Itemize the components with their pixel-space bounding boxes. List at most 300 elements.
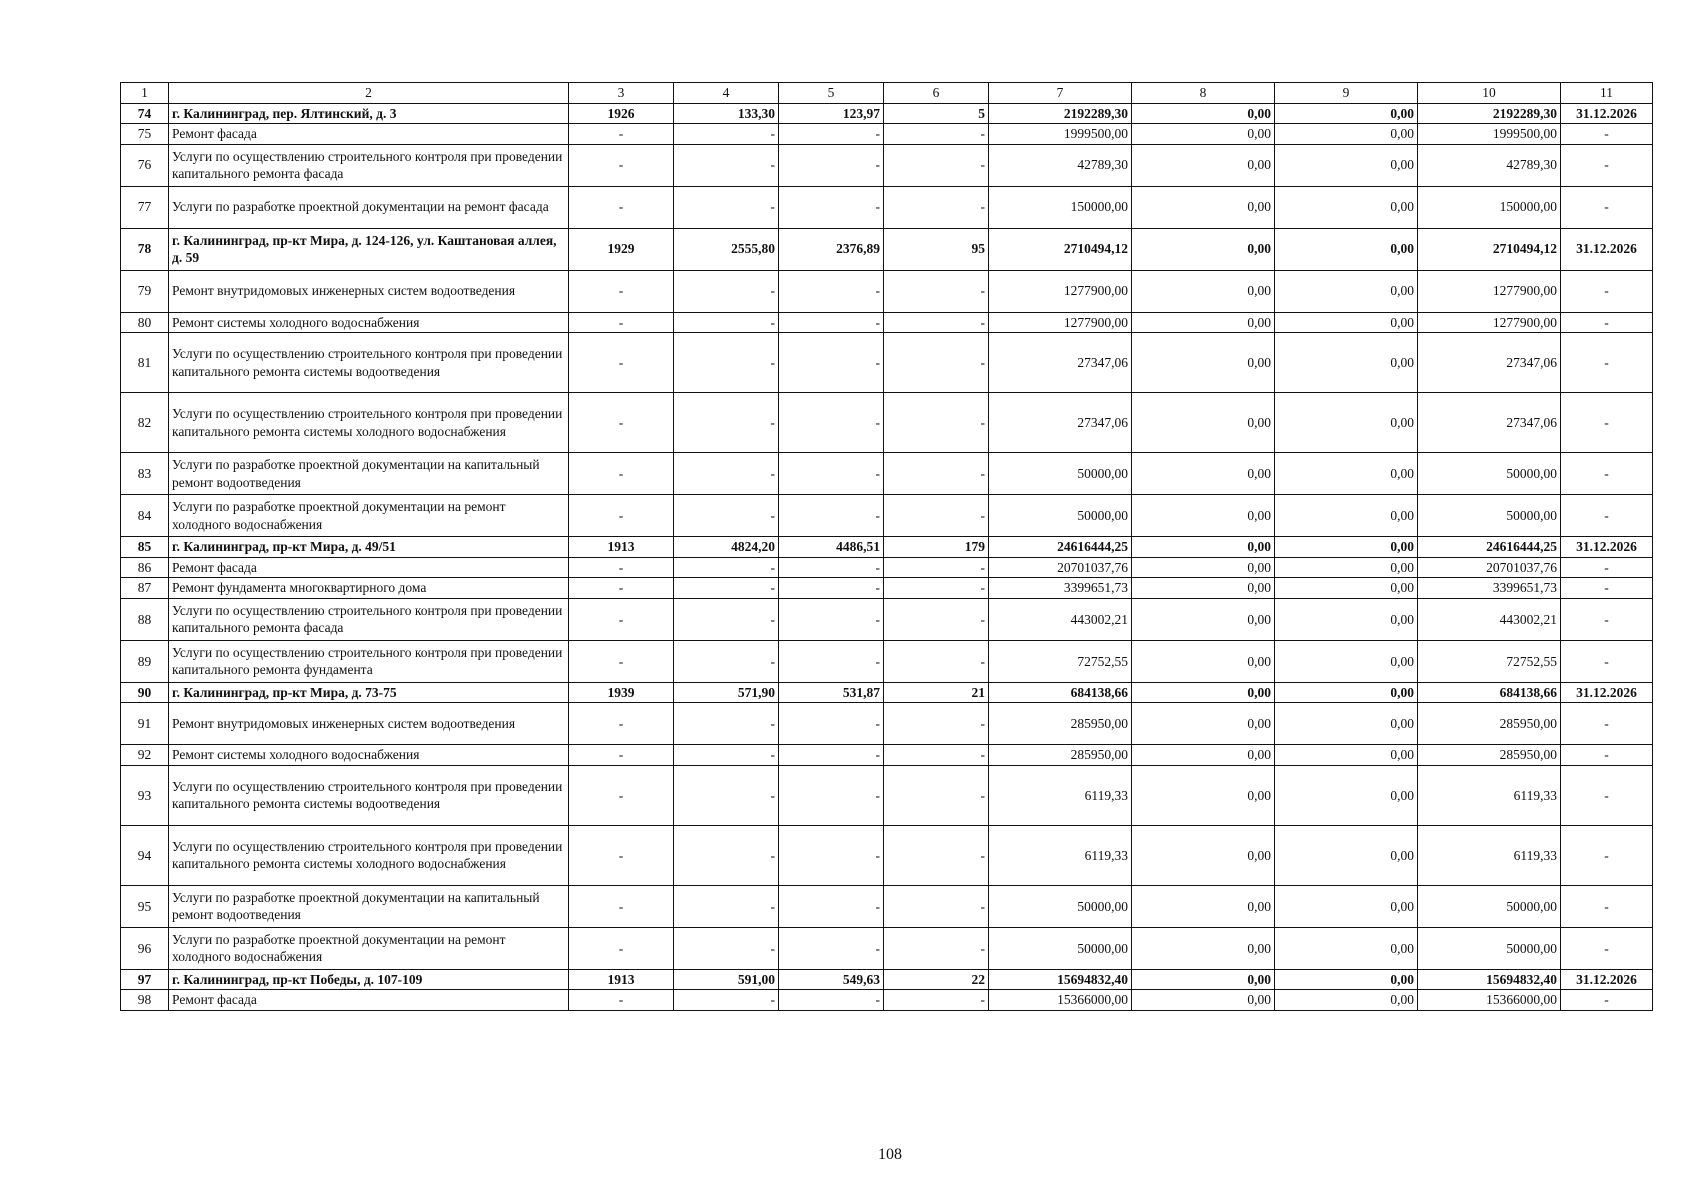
cost-col10-cell: 2192289,30: [1418, 103, 1561, 124]
residents-count-cell: -: [884, 270, 989, 312]
table-row: [121, 144, 1653, 186]
total-cost-cell: 15694832,40: [989, 969, 1132, 990]
year-built-cell: -: [569, 124, 674, 145]
year-built-cell: -: [569, 598, 674, 640]
row-number-cell: 97: [121, 969, 169, 990]
total-cost-cell: 27347,06: [989, 333, 1132, 393]
row-number-cell: 94: [121, 825, 169, 885]
row-number-cell: 84: [121, 495, 169, 537]
residents-count-cell: -: [884, 640, 989, 682]
cost-col8-cell: 0,00: [1132, 186, 1275, 228]
cost-col10-cell: 443002,21: [1418, 598, 1561, 640]
year-built-cell: -: [569, 825, 674, 885]
total-cost-cell: 42789,30: [989, 144, 1132, 186]
cost-col10-cell: 24616444,25: [1418, 537, 1561, 558]
table-row: [121, 927, 1653, 969]
row-number-cell: 93: [121, 765, 169, 825]
cost-col10-cell: 50000,00: [1418, 885, 1561, 927]
year-built-cell: -: [569, 765, 674, 825]
total-area-cell: 571,90: [674, 682, 779, 703]
completion-date-cell: -: [1561, 393, 1653, 453]
description-cell: Ремонт системы холодного водоснабжения: [169, 745, 569, 766]
total-cost-cell: 24616444,25: [989, 537, 1132, 558]
completion-date-cell: -: [1561, 885, 1653, 927]
total-area-cell: -: [674, 270, 779, 312]
row-number-cell: 81: [121, 333, 169, 393]
table-row: [121, 270, 1653, 312]
year-built-cell: 1939: [569, 682, 674, 703]
total-area-cell: -: [674, 453, 779, 495]
row-number-cell: 75: [121, 124, 169, 145]
column-header: 10: [1418, 83, 1561, 104]
total-area-cell: -: [674, 598, 779, 640]
year-built-cell: -: [569, 990, 674, 1011]
cost-col8-cell: 0,00: [1132, 927, 1275, 969]
cost-col9-cell: 0,00: [1275, 144, 1418, 186]
total-cost-cell: 50000,00: [989, 885, 1132, 927]
cost-col9-cell: 0,00: [1275, 124, 1418, 145]
column-header: 8: [1132, 83, 1275, 104]
total-area-cell: -: [674, 144, 779, 186]
column-number-row: [121, 83, 1653, 104]
table-row: [121, 990, 1653, 1011]
cost-col9-cell: 0,00: [1275, 312, 1418, 333]
description-cell: Ремонт фасада: [169, 990, 569, 1011]
year-built-cell: -: [569, 312, 674, 333]
cost-col10-cell: 42789,30: [1418, 144, 1561, 186]
cost-col8-cell: 0,00: [1132, 825, 1275, 885]
total-cost-cell: 27347,06: [989, 393, 1132, 453]
year-built-cell: -: [569, 927, 674, 969]
cost-col10-cell: 2710494,12: [1418, 228, 1561, 270]
total-area-cell: -: [674, 312, 779, 333]
column-header: 1: [121, 83, 169, 104]
year-built-cell: -: [569, 557, 674, 578]
total-cost-cell: 443002,21: [989, 598, 1132, 640]
total-cost-cell: 1277900,00: [989, 312, 1132, 333]
residents-count-cell: -: [884, 144, 989, 186]
living-area-cell: -: [779, 745, 884, 766]
residents-count-cell: -: [884, 495, 989, 537]
year-built-cell: -: [569, 640, 674, 682]
table-row: [121, 745, 1653, 766]
table-row: [121, 598, 1653, 640]
total-area-cell: 4824,20: [674, 537, 779, 558]
residents-count-cell: -: [884, 765, 989, 825]
completion-date-cell: 31.12.2026: [1561, 969, 1653, 990]
completion-date-cell: -: [1561, 144, 1653, 186]
cost-col9-cell: 0,00: [1275, 333, 1418, 393]
description-cell: Услуги по осуществлению строительного контроля при проведении капитального ремонта системы водоотведения: [169, 765, 569, 825]
cost-col9-cell: 0,00: [1275, 927, 1418, 969]
cost-col9-cell: 0,00: [1275, 885, 1418, 927]
completion-date-cell: -: [1561, 598, 1653, 640]
cost-col10-cell: 285950,00: [1418, 745, 1561, 766]
residents-count-cell: -: [884, 703, 989, 745]
living-area-cell: -: [779, 333, 884, 393]
residents-count-cell: -: [884, 393, 989, 453]
total-cost-cell: 285950,00: [989, 703, 1132, 745]
completion-date-cell: -: [1561, 745, 1653, 766]
year-built-cell: -: [569, 885, 674, 927]
residents-count-cell: -: [884, 990, 989, 1011]
completion-date-cell: -: [1561, 765, 1653, 825]
address-row: [121, 537, 1653, 558]
living-area-cell: -: [779, 885, 884, 927]
cost-col8-cell: 0,00: [1132, 333, 1275, 393]
cost-col10-cell: 6119,33: [1418, 765, 1561, 825]
row-number-cell: 90: [121, 682, 169, 703]
total-area-cell: -: [674, 578, 779, 599]
completion-date-cell: 31.12.2026: [1561, 682, 1653, 703]
year-built-cell: -: [569, 453, 674, 495]
row-number-cell: 82: [121, 393, 169, 453]
description-cell: Услуги по разработке проектной документации на капитальный ремонт водоотведения: [169, 453, 569, 495]
cost-col10-cell: 27347,06: [1418, 333, 1561, 393]
total-area-cell: -: [674, 495, 779, 537]
cost-col10-cell: 20701037,76: [1418, 557, 1561, 578]
cost-col9-cell: 0,00: [1275, 393, 1418, 453]
cost-col8-cell: 0,00: [1132, 453, 1275, 495]
completion-date-cell: -: [1561, 557, 1653, 578]
cost-col10-cell: 50000,00: [1418, 495, 1561, 537]
year-built-cell: -: [569, 186, 674, 228]
total-area-cell: 133,30: [674, 103, 779, 124]
living-area-cell: -: [779, 270, 884, 312]
residents-count-cell: -: [884, 745, 989, 766]
living-area-cell: -: [779, 144, 884, 186]
description-cell: Услуги по осуществлению строительного контроля при проведении капитального ремонта системы холодного водоснабжения: [169, 825, 569, 885]
row-number-cell: 80: [121, 312, 169, 333]
cost-col10-cell: 684138,66: [1418, 682, 1561, 703]
completion-date-cell: 31.12.2026: [1561, 228, 1653, 270]
completion-date-cell: -: [1561, 186, 1653, 228]
address-row: [121, 682, 1653, 703]
cost-col9-cell: 0,00: [1275, 557, 1418, 578]
living-area-cell: -: [779, 703, 884, 745]
cost-col9-cell: 0,00: [1275, 186, 1418, 228]
cost-col10-cell: 72752,55: [1418, 640, 1561, 682]
total-area-cell: 591,00: [674, 969, 779, 990]
cost-col9-cell: 0,00: [1275, 745, 1418, 766]
living-area-cell: 2376,89: [779, 228, 884, 270]
description-cell: Услуги по разработке проектной документации на ремонт холодного водоснабжения: [169, 495, 569, 537]
cost-col10-cell: 50000,00: [1418, 927, 1561, 969]
row-number-cell: 89: [121, 640, 169, 682]
cost-col8-cell: 0,00: [1132, 765, 1275, 825]
total-cost-cell: 684138,66: [989, 682, 1132, 703]
living-area-cell: -: [779, 927, 884, 969]
description-cell: Ремонт фасада: [169, 557, 569, 578]
completion-date-cell: -: [1561, 333, 1653, 393]
total-area-cell: -: [674, 745, 779, 766]
completion-date-cell: -: [1561, 495, 1653, 537]
description-cell: Услуги по разработке проектной документации на ремонт фасада: [169, 186, 569, 228]
repair-program-table: [120, 82, 1653, 1011]
year-built-cell: -: [569, 270, 674, 312]
cost-col9-cell: 0,00: [1275, 495, 1418, 537]
total-area-cell: -: [674, 124, 779, 145]
residents-count-cell: 21: [884, 682, 989, 703]
cost-col8-cell: 0,00: [1132, 557, 1275, 578]
cost-col9-cell: 0,00: [1275, 228, 1418, 270]
total-cost-cell: 6119,33: [989, 765, 1132, 825]
residents-count-cell: -: [884, 124, 989, 145]
total-area-cell: -: [674, 885, 779, 927]
cost-col9-cell: 0,00: [1275, 703, 1418, 745]
total-cost-cell: 3399651,73: [989, 578, 1132, 599]
description-cell: г. Калининград, пр-кт Мира, д. 73-75: [169, 682, 569, 703]
living-area-cell: -: [779, 640, 884, 682]
living-area-cell: -: [779, 557, 884, 578]
cost-col9-cell: 0,00: [1275, 640, 1418, 682]
year-built-cell: -: [569, 495, 674, 537]
description-cell: г. Калининград, пр-кт Мира, д. 124-126, ул. Каштановая аллея, д. 59: [169, 228, 569, 270]
row-number-cell: 86: [121, 557, 169, 578]
completion-date-cell: -: [1561, 703, 1653, 745]
table-row: [121, 333, 1653, 393]
living-area-cell: -: [779, 453, 884, 495]
row-number-cell: 79: [121, 270, 169, 312]
residents-count-cell: -: [884, 312, 989, 333]
description-cell: Услуги по осуществлению строительного контроля при проведении капитального ремонта фасада: [169, 598, 569, 640]
year-built-cell: 1913: [569, 537, 674, 558]
total-cost-cell: 1277900,00: [989, 270, 1132, 312]
living-area-cell: -: [779, 598, 884, 640]
row-number-cell: 96: [121, 927, 169, 969]
row-number-cell: 92: [121, 745, 169, 766]
cost-col8-cell: 0,00: [1132, 682, 1275, 703]
cost-col9-cell: 0,00: [1275, 598, 1418, 640]
row-number-cell: 78: [121, 228, 169, 270]
cost-col10-cell: 50000,00: [1418, 453, 1561, 495]
total-cost-cell: 285950,00: [989, 745, 1132, 766]
completion-date-cell: -: [1561, 453, 1653, 495]
total-area-cell: -: [674, 557, 779, 578]
table-row: [121, 186, 1653, 228]
cost-col9-cell: 0,00: [1275, 270, 1418, 312]
column-header: 6: [884, 83, 989, 104]
year-built-cell: -: [569, 578, 674, 599]
description-cell: Ремонт внутридомовых инженерных систем водоотведения: [169, 703, 569, 745]
cost-col9-cell: 0,00: [1275, 765, 1418, 825]
living-area-cell: -: [779, 990, 884, 1011]
cost-col10-cell: 3399651,73: [1418, 578, 1561, 599]
description-cell: г. Калининград, пр-кт Победы, д. 107-109: [169, 969, 569, 990]
description-cell: г. Калининград, пр-кт Мира, д. 49/51: [169, 537, 569, 558]
description-cell: Услуги по осуществлению строительного контроля при проведении капитального ремонта фасада: [169, 144, 569, 186]
total-cost-cell: 72752,55: [989, 640, 1132, 682]
total-area-cell: 2555,80: [674, 228, 779, 270]
total-cost-cell: 15366000,00: [989, 990, 1132, 1011]
column-header: 9: [1275, 83, 1418, 104]
living-area-cell: 549,63: [779, 969, 884, 990]
description-cell: Услуги по разработке проектной документации на капитальный ремонт водоотведения: [169, 885, 569, 927]
cost-col8-cell: 0,00: [1132, 393, 1275, 453]
table-row: [121, 557, 1653, 578]
cost-col8-cell: 0,00: [1132, 578, 1275, 599]
table-row: [121, 578, 1653, 599]
description-cell: г. Калининград, пер. Ялтинский, д. 3: [169, 103, 569, 124]
cost-col10-cell: 6119,33: [1418, 825, 1561, 885]
year-built-cell: -: [569, 745, 674, 766]
residents-count-cell: -: [884, 598, 989, 640]
table-row: [121, 825, 1653, 885]
completion-date-cell: 31.12.2026: [1561, 537, 1653, 558]
column-header: 11: [1561, 83, 1653, 104]
table-row: [121, 885, 1653, 927]
description-cell: Ремонт фундамента многоквартирного дома: [169, 578, 569, 599]
description-cell: Ремонт системы холодного водоснабжения: [169, 312, 569, 333]
total-area-cell: -: [674, 927, 779, 969]
year-built-cell: -: [569, 333, 674, 393]
residents-count-cell: -: [884, 885, 989, 927]
row-number-cell: 76: [121, 144, 169, 186]
row-number-cell: 83: [121, 453, 169, 495]
total-cost-cell: 6119,33: [989, 825, 1132, 885]
description-cell: Ремонт фасада: [169, 124, 569, 145]
table-row: [121, 640, 1653, 682]
table-row: [121, 124, 1653, 145]
cost-col8-cell: 0,00: [1132, 228, 1275, 270]
total-area-cell: -: [674, 703, 779, 745]
description-cell: Ремонт внутридомовых инженерных систем водоотведения: [169, 270, 569, 312]
living-area-cell: 4486,51: [779, 537, 884, 558]
cost-col8-cell: 0,00: [1132, 885, 1275, 927]
description-cell: Услуги по осуществлению строительного контроля при проведении капитального ремонта системы водоотведения: [169, 333, 569, 393]
address-row: [121, 103, 1653, 124]
living-area-cell: -: [779, 393, 884, 453]
cost-col8-cell: 0,00: [1132, 537, 1275, 558]
cost-col8-cell: 0,00: [1132, 144, 1275, 186]
residents-count-cell: 179: [884, 537, 989, 558]
description-cell: Услуги по осуществлению строительного контроля при проведении капитального ремонта фундамента: [169, 640, 569, 682]
address-row: [121, 969, 1653, 990]
total-area-cell: -: [674, 825, 779, 885]
row-number-cell: 85: [121, 537, 169, 558]
cost-col10-cell: 150000,00: [1418, 186, 1561, 228]
year-built-cell: 1913: [569, 969, 674, 990]
row-number-cell: 98: [121, 990, 169, 1011]
description-cell: Услуги по осуществлению строительного контроля при проведении капитального ремонта системы холодного водоснабжения: [169, 393, 569, 453]
cost-col8-cell: 0,00: [1132, 969, 1275, 990]
cost-col9-cell: 0,00: [1275, 453, 1418, 495]
total-cost-cell: 50000,00: [989, 495, 1132, 537]
completion-date-cell: -: [1561, 312, 1653, 333]
living-area-cell: -: [779, 825, 884, 885]
year-built-cell: 1929: [569, 228, 674, 270]
completion-date-cell: 31.12.2026: [1561, 103, 1653, 124]
cost-col8-cell: 0,00: [1132, 103, 1275, 124]
living-area-cell: 123,97: [779, 103, 884, 124]
completion-date-cell: -: [1561, 640, 1653, 682]
total-cost-cell: 50000,00: [989, 453, 1132, 495]
cost-col8-cell: 0,00: [1132, 640, 1275, 682]
residents-count-cell: -: [884, 825, 989, 885]
cost-col8-cell: 0,00: [1132, 598, 1275, 640]
cost-col9-cell: 0,00: [1275, 103, 1418, 124]
cost-col8-cell: 0,00: [1132, 495, 1275, 537]
cost-col9-cell: 0,00: [1275, 537, 1418, 558]
row-number-cell: 88: [121, 598, 169, 640]
year-built-cell: -: [569, 703, 674, 745]
residents-count-cell: -: [884, 186, 989, 228]
year-built-cell: -: [569, 144, 674, 186]
column-header: 3: [569, 83, 674, 104]
row-number-cell: 74: [121, 103, 169, 124]
total-cost-cell: 1999500,00: [989, 124, 1132, 145]
cost-col8-cell: 0,00: [1132, 124, 1275, 145]
cost-col9-cell: 0,00: [1275, 969, 1418, 990]
living-area-cell: -: [779, 578, 884, 599]
cost-col9-cell: 0,00: [1275, 825, 1418, 885]
total-area-cell: -: [674, 186, 779, 228]
cost-col9-cell: 0,00: [1275, 578, 1418, 599]
completion-date-cell: -: [1561, 124, 1653, 145]
year-built-cell: 1926: [569, 103, 674, 124]
living-area-cell: -: [779, 186, 884, 228]
column-header: 2: [169, 83, 569, 104]
residents-count-cell: -: [884, 333, 989, 393]
cost-col10-cell: 27347,06: [1418, 393, 1561, 453]
cost-col8-cell: 0,00: [1132, 312, 1275, 333]
address-row: [121, 228, 1653, 270]
total-area-cell: -: [674, 990, 779, 1011]
cost-col8-cell: 0,00: [1132, 990, 1275, 1011]
total-cost-cell: 20701037,76: [989, 557, 1132, 578]
cost-col10-cell: 1277900,00: [1418, 312, 1561, 333]
cost-col9-cell: 0,00: [1275, 990, 1418, 1011]
table-row: [121, 495, 1653, 537]
table-row: [121, 765, 1653, 825]
living-area-cell: -: [779, 495, 884, 537]
row-number-cell: 95: [121, 885, 169, 927]
cost-col8-cell: 0,00: [1132, 703, 1275, 745]
row-number-cell: 87: [121, 578, 169, 599]
cost-col10-cell: 1277900,00: [1418, 270, 1561, 312]
cost-col10-cell: 15366000,00: [1418, 990, 1561, 1011]
living-area-cell: -: [779, 312, 884, 333]
description-cell: Услуги по разработке проектной документации на ремонт холодного водоснабжения: [169, 927, 569, 969]
table-body: [121, 103, 1653, 1010]
cost-col10-cell: 1999500,00: [1418, 124, 1561, 145]
total-cost-cell: 150000,00: [989, 186, 1132, 228]
residents-count-cell: 5: [884, 103, 989, 124]
completion-date-cell: -: [1561, 270, 1653, 312]
page-number: 108: [878, 1146, 902, 1163]
column-header: 7: [989, 83, 1132, 104]
residents-count-cell: -: [884, 578, 989, 599]
total-area-cell: -: [674, 393, 779, 453]
residents-count-cell: -: [884, 927, 989, 969]
cost-col9-cell: 0,00: [1275, 682, 1418, 703]
column-header: 5: [779, 83, 884, 104]
total-cost-cell: 2710494,12: [989, 228, 1132, 270]
table-row: [121, 703, 1653, 745]
living-area-cell: -: [779, 765, 884, 825]
table-row: [121, 312, 1653, 333]
cost-col10-cell: 285950,00: [1418, 703, 1561, 745]
row-number-cell: 77: [121, 186, 169, 228]
residents-count-cell: -: [884, 453, 989, 495]
living-area-cell: -: [779, 124, 884, 145]
cost-col8-cell: 0,00: [1132, 270, 1275, 312]
table-row: [121, 393, 1653, 453]
column-header: 4: [674, 83, 779, 104]
year-built-cell: -: [569, 393, 674, 453]
total-area-cell: -: [674, 640, 779, 682]
cost-col8-cell: 0,00: [1132, 745, 1275, 766]
